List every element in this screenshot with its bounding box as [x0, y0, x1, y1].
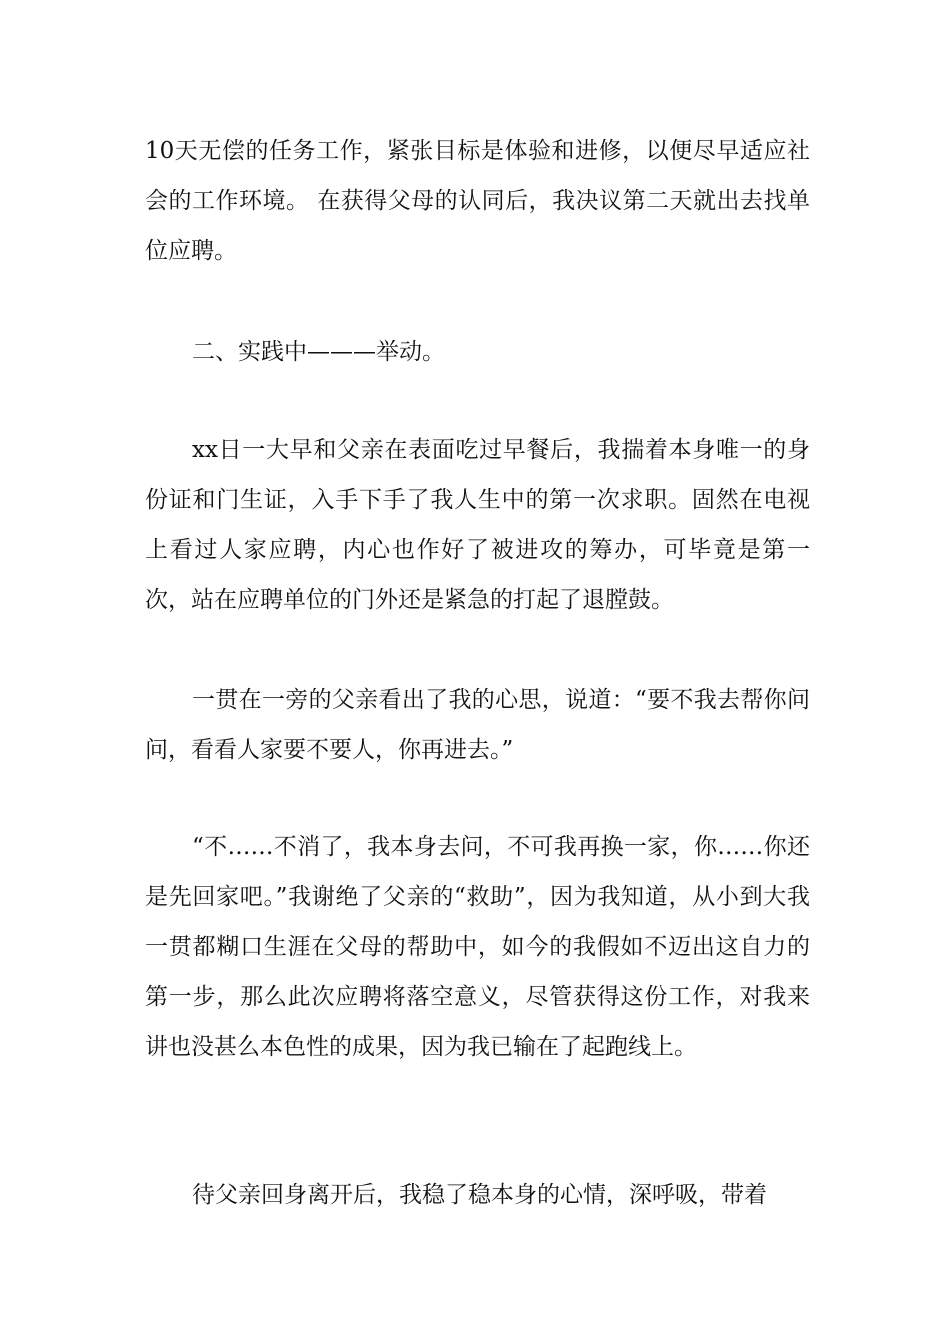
- paragraph-after-father-left: 待父亲回身离开后，我稳了稳本身的心情，深呼吸，带着: [192, 1182, 767, 1208]
- paragraph-refusal: “不……不消了，我本身去问，不可我再换一家，你……你还是先回家吧。”我谢绝了父亲的“救助”，因为我知道，从小到大我一贯都糊口生涯在父母的帮助中，如今的我假如不迈出这自力的第一步，那么此次应聘将落空意义，尽管获得这份工作，对我来讲也没甚么本色性的成果，因为我已输在了起跑线上。: [145, 834, 810, 1060]
- paragraph-job-search: xx日一大早和父亲在表面吃过早餐后，我揣着本身唯一的身份证和门生证，入手下手了我人生中的第一次求职。固然在电视上看过人家应聘，内心也作好了被进攻的筹办，可毕竟是第一次，站在应聘单位的门外还是紧急的打起了退膛鼓。: [145, 437, 810, 613]
- paragraph-continuation: 10天无偿的任务工作，紧张目标是体验和进修，以便尽早适应社会的工作环境。 在获得父母的认同后，我决议第二天就出去找单位应聘。: [145, 138, 810, 264]
- section-heading: 二、实践中———举动。: [192, 339, 445, 365]
- paragraph-father-offer: 一贯在一旁的父亲看出了我的心思，说道：“要不我去帮你问问，看看人家要不要人，你再进去。”: [145, 687, 810, 763]
